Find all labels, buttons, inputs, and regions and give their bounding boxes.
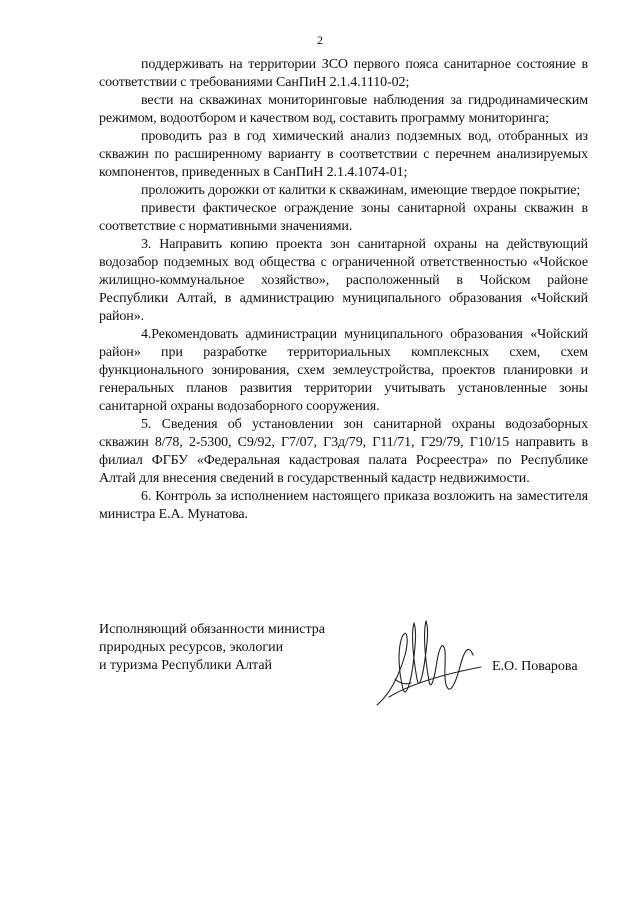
signer-title (99, 621, 369, 675)
signer-name: Е.О. Поварова (492, 659, 578, 674)
paragraph-monitoring: вести на скважинах мониторинговые наблюдения за гидродинамическим режимом, водоотбором и качеством вод, составить программу мониторинга; (99, 93, 588, 126)
paragraph-chemical-analysis: проводить раз в год химический анализ подземных вод, отобранных из скважин по расширенному варианту в соответствии с перечнем анализируемых компонентов, приведенных в СанПиН 2.1.4.1074-01; (99, 129, 588, 180)
paragraph-item-6: 6. Контроль за исполнением настоящего приказа возложить на заместителя министра Е.А. Мунатова. (99, 489, 588, 522)
page-number: 2 (317, 33, 323, 47)
signer-title-line: природных ресурсов, экологии (99, 640, 284, 655)
paragraph-item-3: 3. Направить копию проекта зон санитарной охраны на действующий водозабор подземных вод общества с ограниченной ответственностью «Чойское жилищно-коммунальное хозяйство», расположенный в Чойском районе Республики Алтай, в администрацию муниципального образования «Чойский район». (99, 237, 588, 324)
paragraph-fencing: привести фактическое ограждение зоны санитарной охраны скважин в соответствие с нормативными значениями. (99, 201, 588, 234)
document-body (99, 56, 588, 524)
paragraph-item-5: 5. Сведения об установлении зон санитарной охраны водозаборных скважин 8/78, 2-5300, С9/92, Г7/07, Г3д/79, Г11/71, Г29/79, Г10/15 направить в филиал ФГБУ «Федеральная кадастровая палата Росреестра» по Республике Алтай для внесения сведений в государственный кадастр недвижимости. (99, 417, 588, 486)
handwritten-signature (369, 609, 489, 719)
signer-title-line: и туризма Республики Алтай (99, 658, 273, 673)
signer-title-line: Исполняющий обязанности министра (99, 622, 325, 637)
paragraph-sanitary-state: поддерживать на территории ЗСО первого пояса санитарное состояние в соответствии с требованиями СанПиН 2.1.4.1110-02; (99, 57, 588, 90)
paragraph-item-4: 4.Рекомендовать администрации муниципального образования «Чойский район» при разработке территориальных комплексных схем, схем функционального зонирования, схем землеустройства, проектов планировки и генеральных планов развития территории учитывать установленные зоны санитарной охраны водозаборного сооружения. (99, 327, 588, 414)
paragraph-paths: проложить дорожки от калитки к скважинам, имеющие твердое покрытие; (141, 183, 581, 198)
signature-block (99, 621, 588, 711)
